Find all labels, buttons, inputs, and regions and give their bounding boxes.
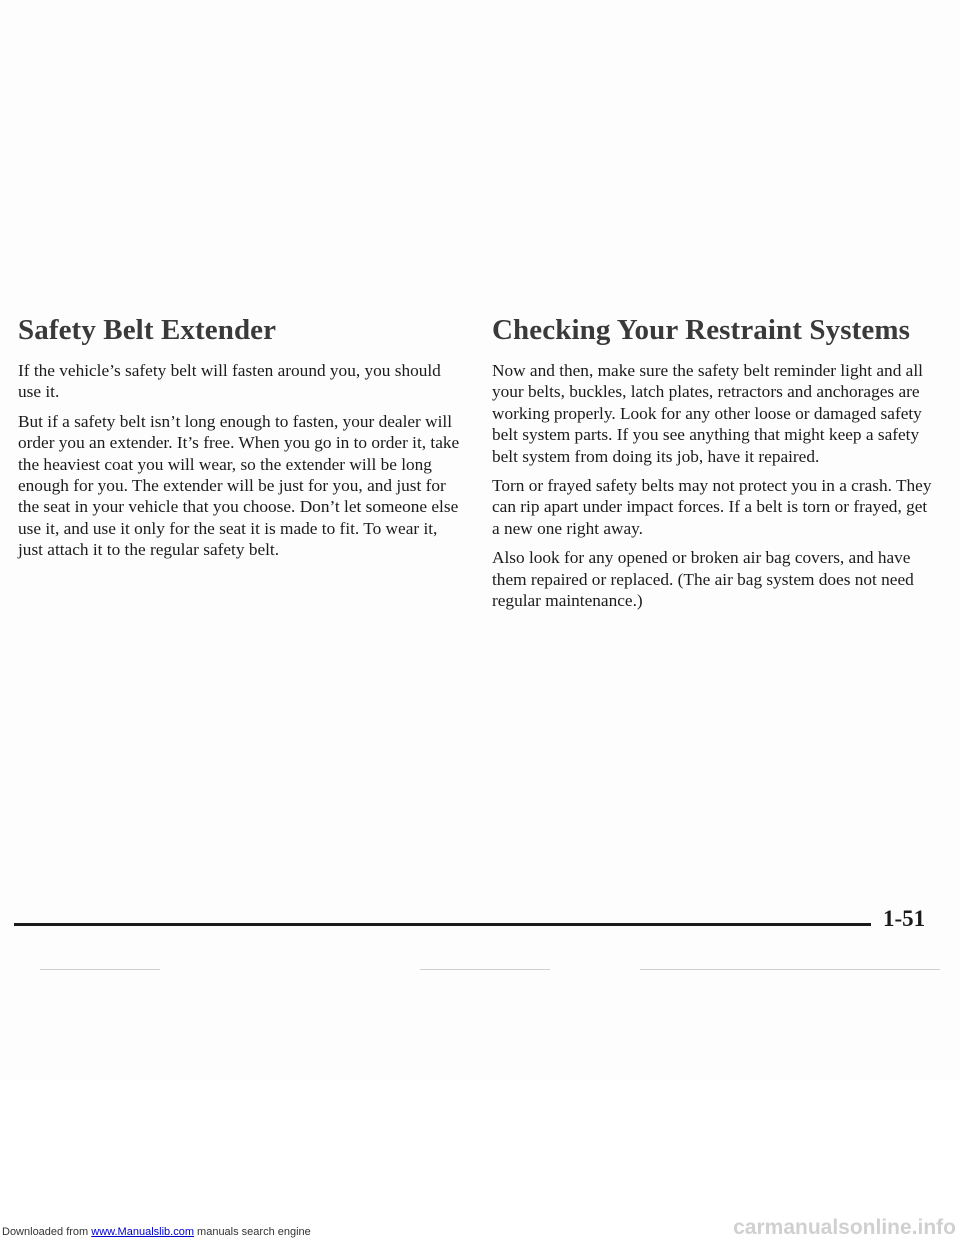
- watermark: carmanualsonline.info: [733, 1216, 956, 1239]
- download-footer: [2, 1226, 311, 1238]
- footer-suffix: manuals search engine: [193, 1226, 311, 1238]
- paragraph: Now and then, make sure the safety belt reminder light and all your belts, buckles, latch plates, retractors and anchorages are working properly. Look for any other loose or damaged safety belt system parts. If you see anything that might keep a safety belt system from doing its job, have it repaired.: [492, 361, 923, 466]
- scan-artifact-line: [40, 969, 160, 970]
- paragraph: Also look for any opened or broken air bag covers, and have them repaired or replaced. (The air bag system does not need regular maintenance.): [492, 548, 914, 611]
- footer-prefix: Downloaded from: [2, 1226, 92, 1238]
- paragraph: But if a safety belt isn’t long enough to fasten, your dealer will order you an extender. It’s free. When you go in to order it, take the heaviest coat you will wear, so the extender will be long enough for you. The extender will be just for you, and just for the seat in your vehicle that you choose. Don’t let someone else use it, and use it only for the seat it is made to fit. To wear it, just attach it to the regular safety belt.: [18, 411, 460, 560]
- checking-restraint-systems-section: [492, 312, 932, 619]
- scan-artifact-line: [420, 969, 550, 970]
- section-heading-safety-belt-extender: Safety Belt Extender: [18, 314, 277, 346]
- paragraph: Torn or frayed safety belts may not protect you in a crash. They can rip apart under impact forces. If a belt is torn or frayed, get a new one right away.: [492, 476, 932, 538]
- paragraph: If the vehicle’s safety belt will fasten around you, you should use it.: [18, 361, 441, 402]
- footer-rule: [14, 923, 871, 926]
- scan-artifact-line: [640, 969, 940, 970]
- page-number: 1-51: [883, 906, 926, 931]
- safety-belt-extender-section: [18, 312, 462, 569]
- section-heading-checking-restraint-systems: Checking Your Restraint Systems: [492, 314, 910, 346]
- manualslib-link[interactable]: www.Manualslib.com: [91, 1226, 194, 1238]
